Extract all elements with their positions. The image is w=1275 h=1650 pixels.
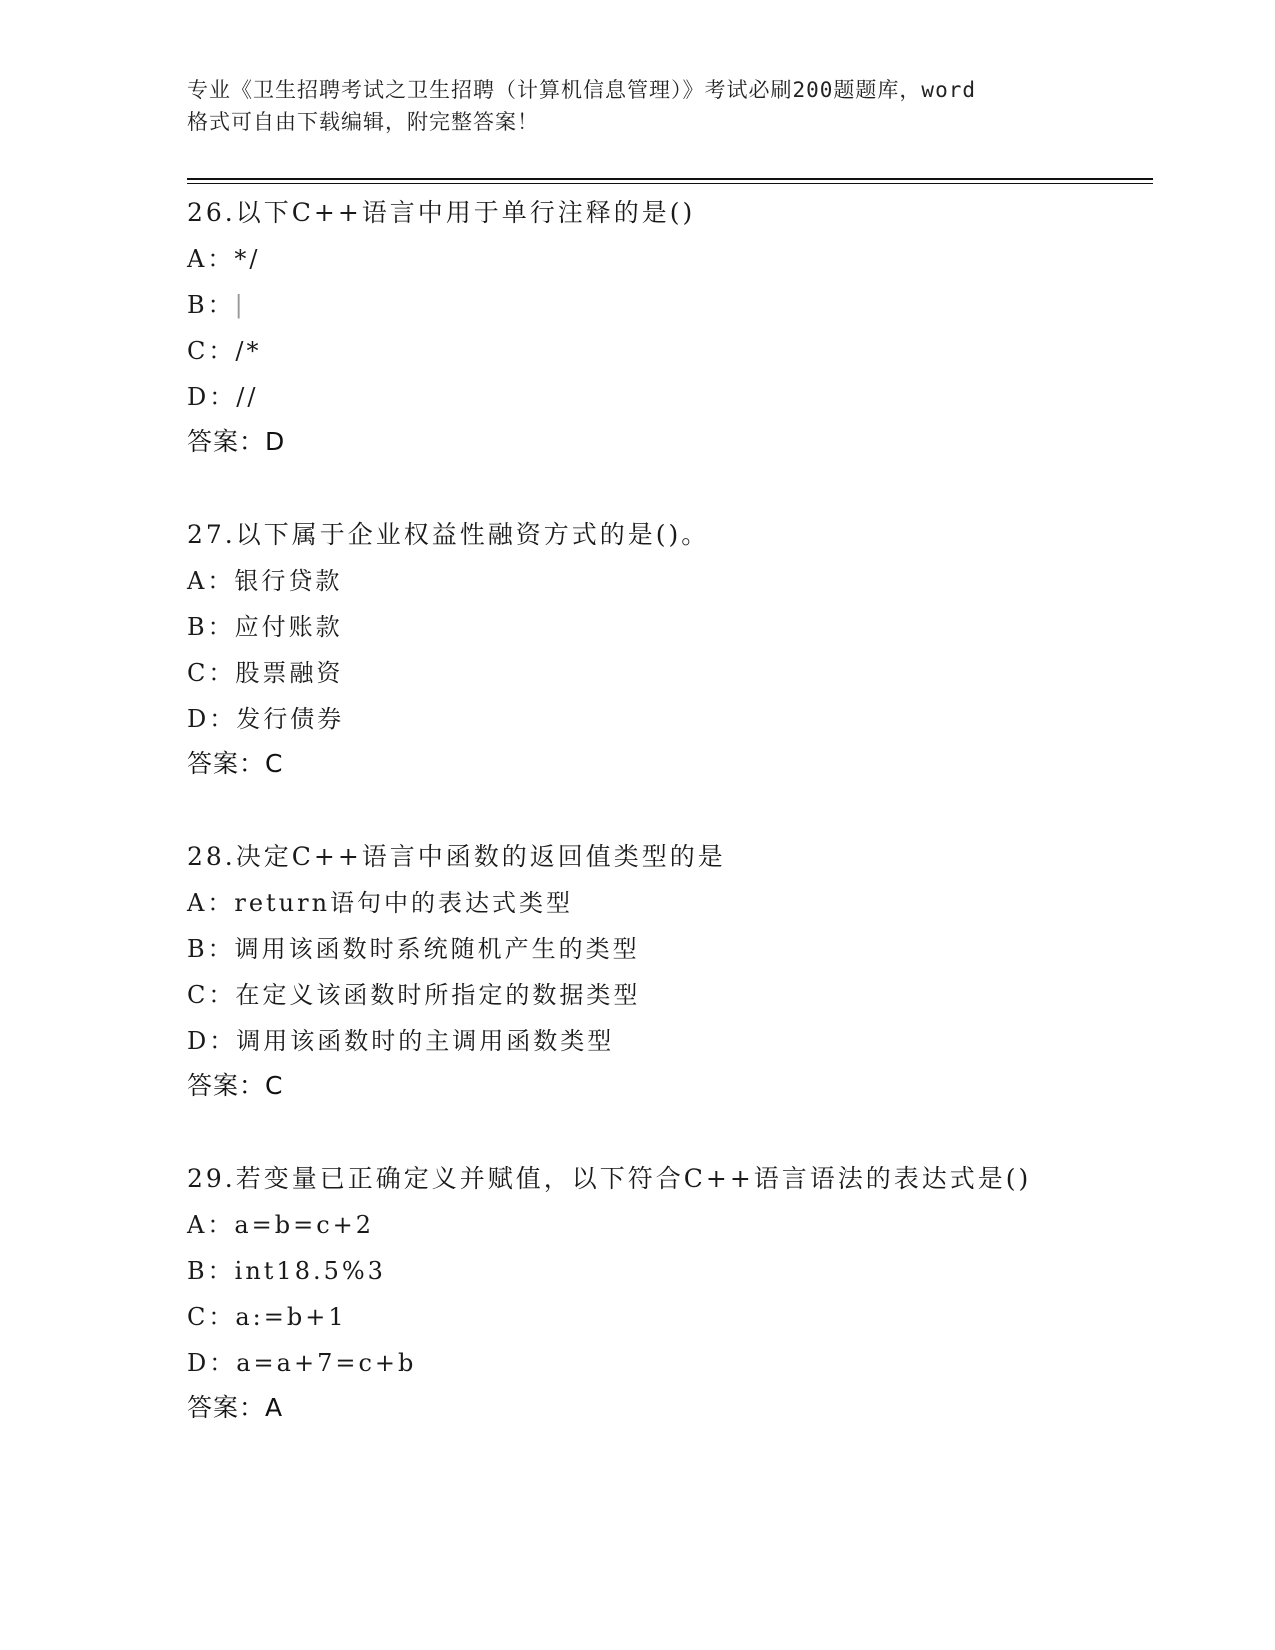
- option-key: B：: [187, 935, 235, 963]
- option-key: D：: [187, 1349, 237, 1377]
- header-line-2: 格式可自由下载编辑，附完整答案！: [187, 110, 539, 134]
- option-text: |: [234, 291, 246, 319]
- question-26: [187, 190, 1153, 464]
- question-text: 29.若变量已正确定义并赋值，以下符合C++语言语法的表达式是(): [187, 1164, 1032, 1193]
- question-list: [187, 190, 1153, 1430]
- option-text: //: [236, 383, 259, 411]
- option-text: 调用该函数时系统随机产生的类型: [234, 935, 640, 963]
- option-key: A：: [187, 889, 235, 917]
- option-key: B：: [187, 291, 235, 319]
- question-28: [187, 834, 1153, 1108]
- option-b: [187, 282, 1153, 328]
- option-text: 银行贷款: [234, 567, 343, 595]
- answer: 答案：D: [187, 427, 286, 456]
- option-text: a=a+7=c+b: [236, 1349, 417, 1377]
- option-key: C：: [187, 659, 236, 687]
- option-b: [187, 926, 1153, 972]
- option-d: [187, 374, 1153, 420]
- option-text: 发行债券: [236, 705, 345, 733]
- question-27: [187, 512, 1153, 786]
- option-a: [187, 236, 1153, 282]
- option-text: int18.5%3: [234, 1257, 386, 1285]
- option-text: /*: [235, 337, 262, 365]
- option-key: C：: [187, 337, 236, 365]
- option-text: 调用该函数时的主调用函数类型: [236, 1027, 615, 1055]
- option-a: [187, 558, 1153, 604]
- option-c: [187, 328, 1153, 374]
- option-text: 应付账款: [234, 613, 343, 641]
- option-d: [187, 1340, 1153, 1386]
- option-text: a=b=c+2: [234, 1211, 375, 1239]
- answer: 答案：A: [187, 1393, 284, 1422]
- header-divider-thin: [187, 183, 1153, 184]
- option-key: A：: [187, 567, 235, 595]
- option-b: [187, 1248, 1153, 1294]
- option-key: B：: [187, 1257, 235, 1285]
- option-key: C：: [187, 1303, 236, 1331]
- option-c: [187, 972, 1153, 1018]
- header-line-1: 专业《卫生招聘考试之卫生招聘（计算机信息管理）》考试必刷200题题库，word: [187, 78, 976, 102]
- option-d: [187, 696, 1153, 742]
- option-key: A：: [187, 245, 235, 273]
- option-key: B：: [187, 613, 235, 641]
- option-text: 股票融资: [235, 659, 344, 687]
- option-text: */: [234, 245, 261, 273]
- question-29: [187, 1156, 1153, 1430]
- document-header: [187, 74, 1087, 138]
- option-b: [187, 604, 1153, 650]
- option-d: [187, 1018, 1153, 1064]
- option-c: [187, 650, 1153, 696]
- option-key: C：: [187, 981, 236, 1009]
- answer: 答案：C: [187, 1071, 284, 1100]
- answer: 答案：C: [187, 749, 284, 778]
- option-key: D：: [187, 383, 237, 411]
- option-text: a:=b+1: [235, 1303, 347, 1331]
- question-text: 27.以下属于企业权益性融资方式的是()。: [187, 520, 710, 549]
- option-text: return语句中的表达式类型: [234, 889, 574, 917]
- question-text: 26.以下C++语言中用于单行注释的是(): [187, 198, 696, 227]
- option-text: 在定义该函数时所指定的数据类型: [235, 981, 641, 1009]
- option-a: [187, 1202, 1153, 1248]
- option-a: [187, 880, 1153, 926]
- option-key: D：: [187, 1027, 237, 1055]
- option-key: D：: [187, 705, 237, 733]
- option-key: A：: [187, 1211, 235, 1239]
- header-divider-thick: [187, 178, 1153, 180]
- option-c: [187, 1294, 1153, 1340]
- question-text: 28.决定C++语言中函数的返回值类型的是: [187, 842, 726, 871]
